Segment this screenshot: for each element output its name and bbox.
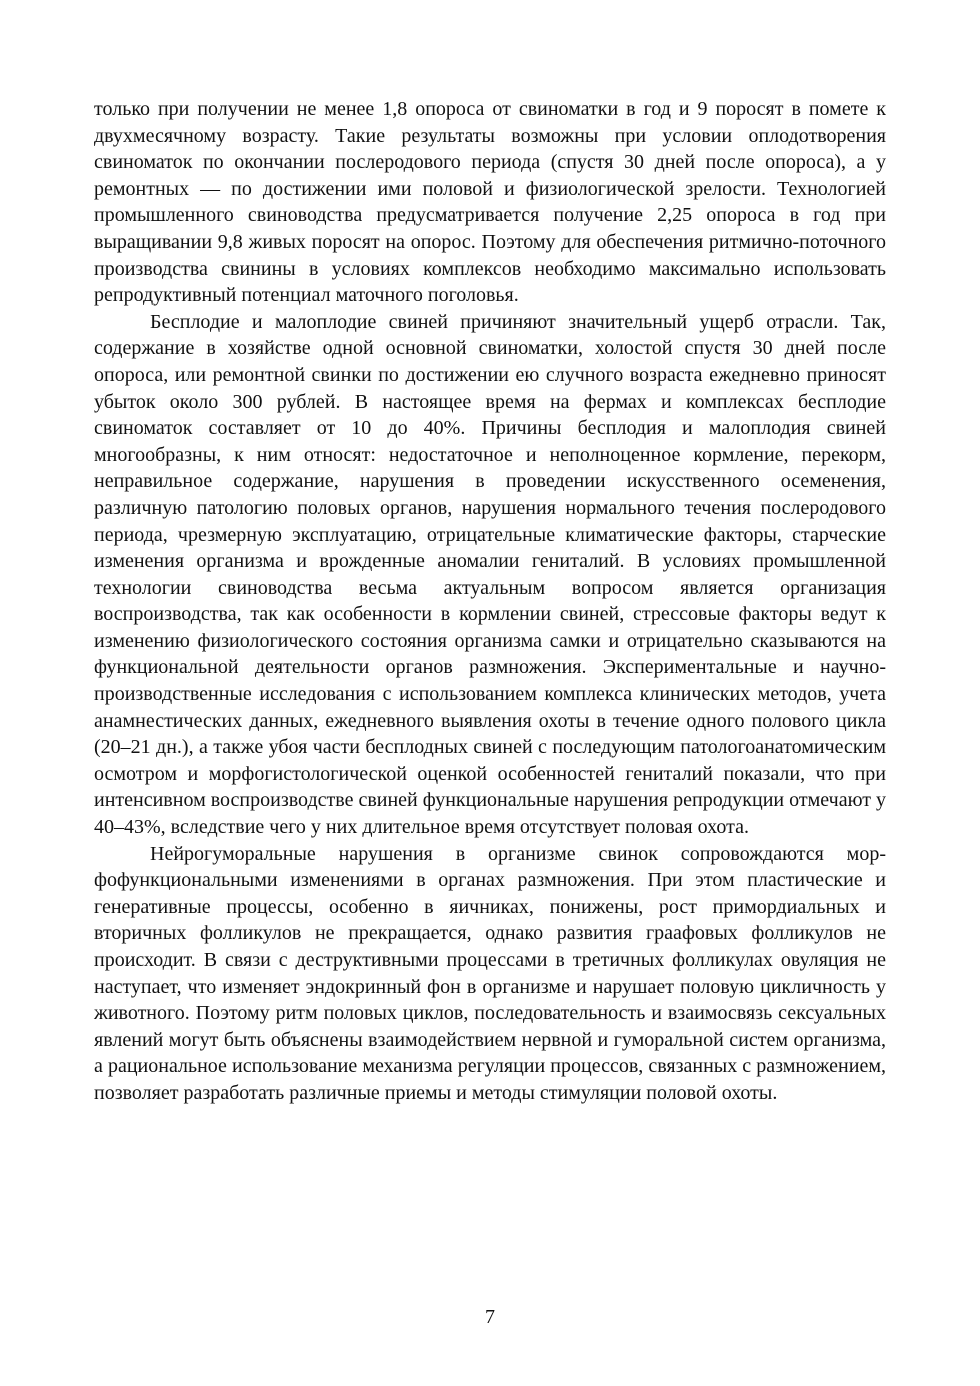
page-body <box>94 96 886 1107</box>
paragraph-3: Нейрогуморальные нарушения в организме свинок сопровождаются морфофункциональными изменениями в органах размножения. При этом пластические и генеративные процессы, особенно в яичниках, понижены, рост примордиальных и вторичных фолликулов не прекращается, однако развития граафовых фолликулов не происходит. В связи с деструктивными процессами в третичных фолликулах овуляция не наступает, что изменяет эндокринный фон в организме и нарушает половую цикличность у животного. Поэтому ритм половых циклов, последовательность и взаимосвязь сексуальных явлений могут быть объяснены взаимодействием нервной и гуморальной систем организма, а рациональное использование механизма регуляции процессов, связанных с размножением, позволяет разработать различные приемы и методы стимуляции половой охоты. <box>94 842 886 1104</box>
paragraph-1: только при получении не менее 1,8 опороса от свиноматки в год и 9 поросят в помете к двухмесячному возрасту. Такие результаты возможны при условии оплодотворения свиноматок по окончании послеродового периода (спустя 30 дней после опороса), а у ремонтных — по достижении ими половой и физиологической зрелости. Технологией промышленного свиноводства предусматривается получение 2,25 опороса в год при выращивании 9,8 живых поросят на опорос. Поэтому для обеспечения ритмично-поточного производства свинины в условиях комплексов необходимо максимально использовать репродуктивный потенциал маточного поголовья. <box>94 98 886 307</box>
paragraph-2: Бесплодие и малоплодие свиней причиняют значительный ущерб отрасли. Так, содержание в хозяйстве одной основной свиноматки, холостой спустя 30 дней после опороса, или ремонтной свинки по достижении ею случного возраста ежедневно приносят убыток около 300 рублей. В настоящее время на фермах и комплексах бесплодие свиноматок составляет от 10 до 40%. Причины бесплодия и малоплодия свиней многообразны, к ним относят: недостаточное и неполноценное кормление, перекорм, неправильное содержание, нарушения в проведении искусственного осеменения, различную патологию половых органов, нарушения нормального течения послеродового периода, чрезмерную эксплуатацию, отрицательные климатические факторы, старческие изменения организма и врожденные аномалии гениталий. В условиях промышленной технологии свиноводства весьма актуальным вопросом является организация воспроизводства, так как особенности в кормлении свиней, стрессовые факторы ведут к изменению физиологического состояния организма самки и отрицательно сказываются на функциональной деятельности органов размножения. Экспериментальные и научно-производственные исследования с использованием комплекса клинических методов, учета анамнестических данных, ежедневного выявления охоты в течение одного полового цикла (20–21 дн.), а также убоя части бесплодных свиней с последующим патологоанатомическим осмотром и морфогистологической оценкой особенностей гениталий показали, что при интенсивном воспроизводстве свиней функциональные нарушения репродукции отмечают у 40–43%, вследствие чего у них длительное время отсутствует половая охота. <box>94 310 886 839</box>
page-number: 7 <box>485 1306 495 1328</box>
